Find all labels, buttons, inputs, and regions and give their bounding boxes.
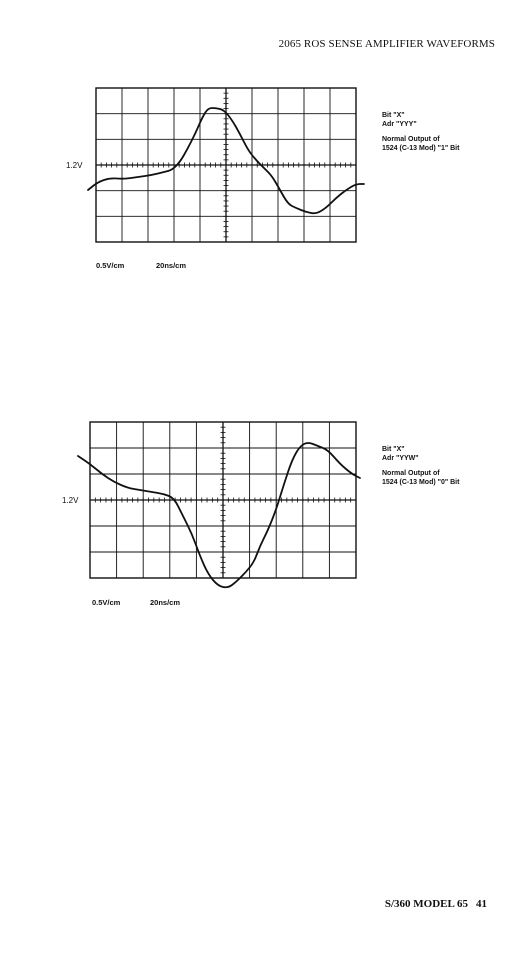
waveform-2-svg xyxy=(78,420,368,598)
waveform-1-grid xyxy=(96,88,356,242)
page-footer xyxy=(385,898,487,910)
waveform-1-notes xyxy=(382,111,459,153)
waveform-2-horizontal-scale: 20ns/cm xyxy=(150,598,181,607)
waveform-2-desc-line2: 1524 (C-13 Mod) "0" Bit xyxy=(382,479,460,486)
waveform-1-bit: Bit "X" xyxy=(382,112,405,119)
waveform-2-ref-level: 1.2V xyxy=(62,496,79,505)
waveform-2-notes xyxy=(382,445,459,487)
waveform-2-address: Adr "YYW" xyxy=(382,455,419,462)
waveform-2-desc-line1: Normal Output of xyxy=(382,470,440,477)
waveform-1-graticule xyxy=(88,86,364,246)
footer-page-number: 41 xyxy=(476,898,487,910)
footer-model: S/360 MODEL 65 xyxy=(384,898,468,910)
waveform-1-svg xyxy=(88,86,364,246)
waveform-2-bit: Bit "X" xyxy=(382,446,405,453)
waveform-1-desc-line1: Normal Output of xyxy=(382,136,440,143)
waveform-2-trace xyxy=(78,443,360,587)
page-header: 2065 ROS SENSE AMPLIFIER WAVEFORMS xyxy=(278,38,495,50)
waveform-1-desc-line2: 1524 (C-13 Mod) "1" Bit xyxy=(382,145,460,152)
waveform-2-vertical-scale: 0.5V/cm xyxy=(92,598,121,607)
waveform-1-ref-level: 1.2V xyxy=(66,161,83,170)
waveform-2-graticule xyxy=(78,420,368,598)
waveform-1-horizontal-scale: 20ns/cm xyxy=(156,261,187,270)
waveform-1-vertical-scale: 0.5V/cm xyxy=(96,261,125,270)
waveform-1-address: Adr "YYY" xyxy=(382,121,417,128)
